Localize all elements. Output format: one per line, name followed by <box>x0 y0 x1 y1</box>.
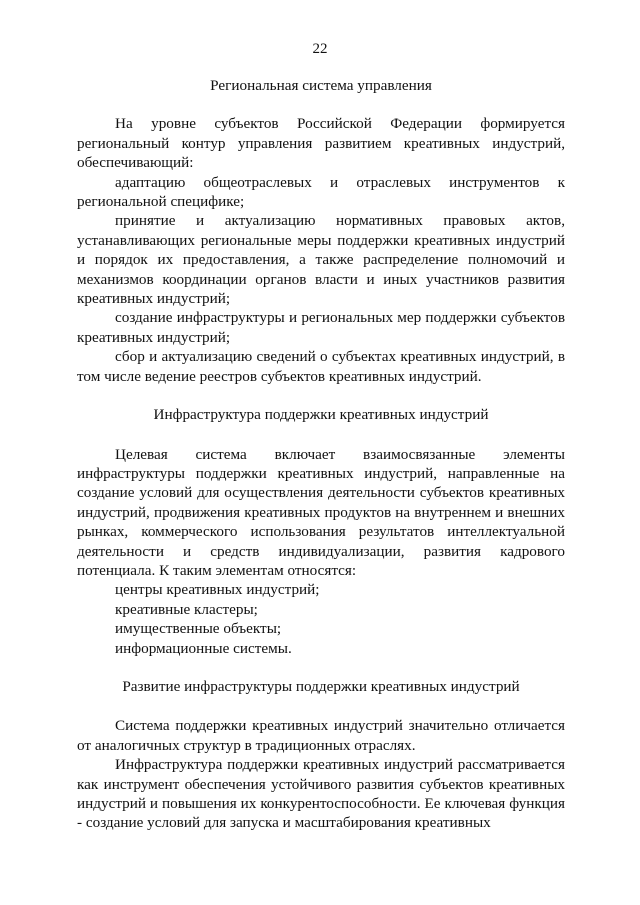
list-item: креативные кластеры; <box>115 600 258 618</box>
paragraph: Инфраструктура поддержки креативных индустрий рассматривается как инструмент обеспечения устойчивого развития субъектов креативных индустрий и повышения их конкурентоспособности. Ее ключевая функция - создание условий для запуска и масштабирования креативных <box>77 756 565 832</box>
list-item: информационные системы. <box>115 639 292 657</box>
paragraph: Целевая система включает взаимосвязанные элементы инфраструктуры поддержки креативных индустрий, направленные на создание условий для осуществления деятельности субъектов креативных индустрий, продвижения креативных продуктов на внутреннем и внешних рынках, коммерческого использования результатов интеллектуальной деятельности и средств индивидуализации, развития кадрового потенциала. К таким элементам относятся: <box>77 445 565 579</box>
paragraph: адаптацию общеотраслевых и отраслевых инструментов к региональной специфике; <box>77 173 565 211</box>
list-item: центры креативных индустрий; <box>115 581 320 599</box>
paragraph: создание инфраструктуры и региональных мер поддержки субъектов креативных индустрий; <box>77 309 565 346</box>
list-item: имущественные объекты; <box>115 620 282 638</box>
section-heading-regional-governance: Региональная система управления <box>210 77 432 94</box>
section-heading-support-infrastructure: Инфраструктура поддержки креативных индустрий <box>153 406 489 424</box>
section-heading-infrastructure-development: Развитие инфраструктуры поддержки креативных индустрий <box>122 677 520 695</box>
paragraph: сбор и актуализацию сведений о субъектах креативных индустрий, в том числе ведение реестров субъектов креативных индустрий. <box>77 348 565 385</box>
document-body <box>77 76 565 833</box>
page-number: 22 <box>312 41 328 57</box>
paragraph: На уровне субъектов Российской Федерации формируется региональный контур управления развитием креативных индустрий, обеспечивающий: <box>77 115 565 172</box>
paragraph: принятие и актуализацию нормативных правовых актов, устанавливающих региональные меры поддержки креативных индустрий и порядок их предоставления, а также распределение полномочий и механизмов координации органов власти и иных участников развития креативных индустрий; <box>77 212 565 308</box>
paragraph: Система поддержки креативных индустрий значительно отличается от аналогичных структур в традиционных отраслях. <box>77 717 565 754</box>
